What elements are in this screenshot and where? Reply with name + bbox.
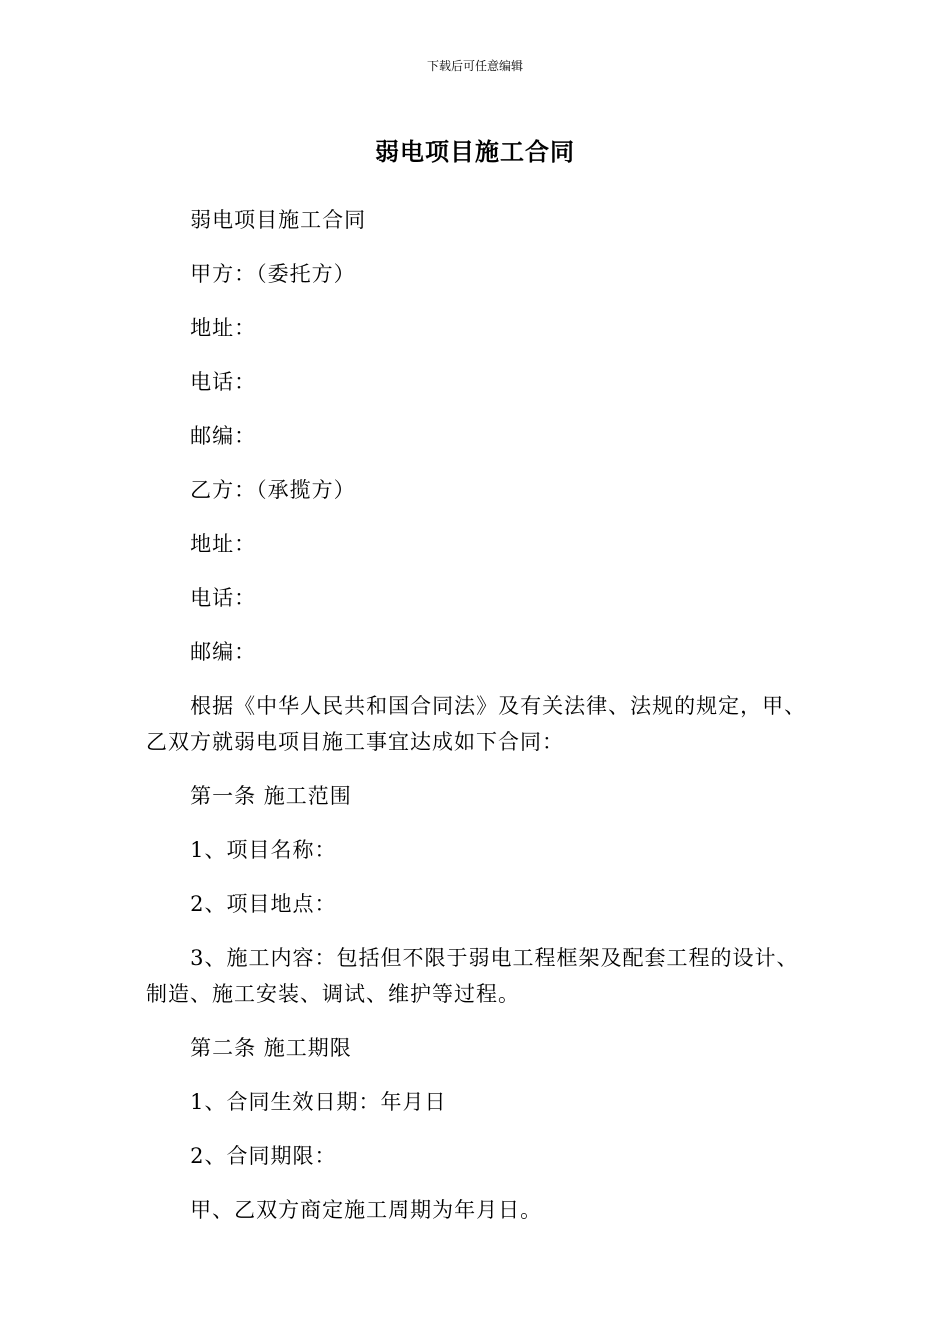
paragraph-preamble: 根据《中华人民共和国合同法》及有关法律、法规的规定，甲、乙双方就弱电项目施工事宜达成如下合同： (146, 694, 807, 754)
paragraph-contract-term: 2、合同期限： (190, 1144, 337, 1168)
paragraph-effective-date: 1、合同生效日期：年月日 (190, 1090, 447, 1114)
paragraph-project-location: 2、项目地点： (190, 892, 337, 916)
paragraph-party-b-postcode: 邮编： (190, 640, 257, 664)
paragraph-article-2-heading: 第二条 施工期限 (190, 1036, 352, 1060)
paragraph-construction-content: 3、施工内容：包括但不限于弱电工程框架及配套工程的设计、制造、施工安装、调试、维护等过程。 (146, 946, 799, 1006)
paragraph-party-b: 乙方：（承揽方） (190, 478, 356, 502)
page-header-note: 下载后可任意编辑 (426, 59, 523, 73)
paragraph-subtitle: 弱电项目施工合同 (190, 208, 367, 232)
document-body (146, 202, 816, 1246)
paragraph-project-name: 1、项目名称： (190, 838, 337, 862)
paragraph-construction-period: 甲、乙双方商定施工周期为年月日。 (190, 1198, 543, 1222)
paragraph-article-1-heading: 第一条 施工范围 (190, 784, 352, 808)
document-title: 弱电项目施工合同 (375, 138, 575, 166)
paragraph-party-b-phone: 电话： (190, 586, 257, 610)
paragraph-party-a-address: 地址： (190, 316, 257, 340)
paragraph-party-a-postcode: 邮编： (190, 424, 257, 448)
paragraph-party-a: 甲方：（委托方） (190, 262, 356, 286)
paragraph-party-a-phone: 电话： (190, 370, 257, 394)
paragraph-party-b-address: 地址： (190, 532, 257, 556)
